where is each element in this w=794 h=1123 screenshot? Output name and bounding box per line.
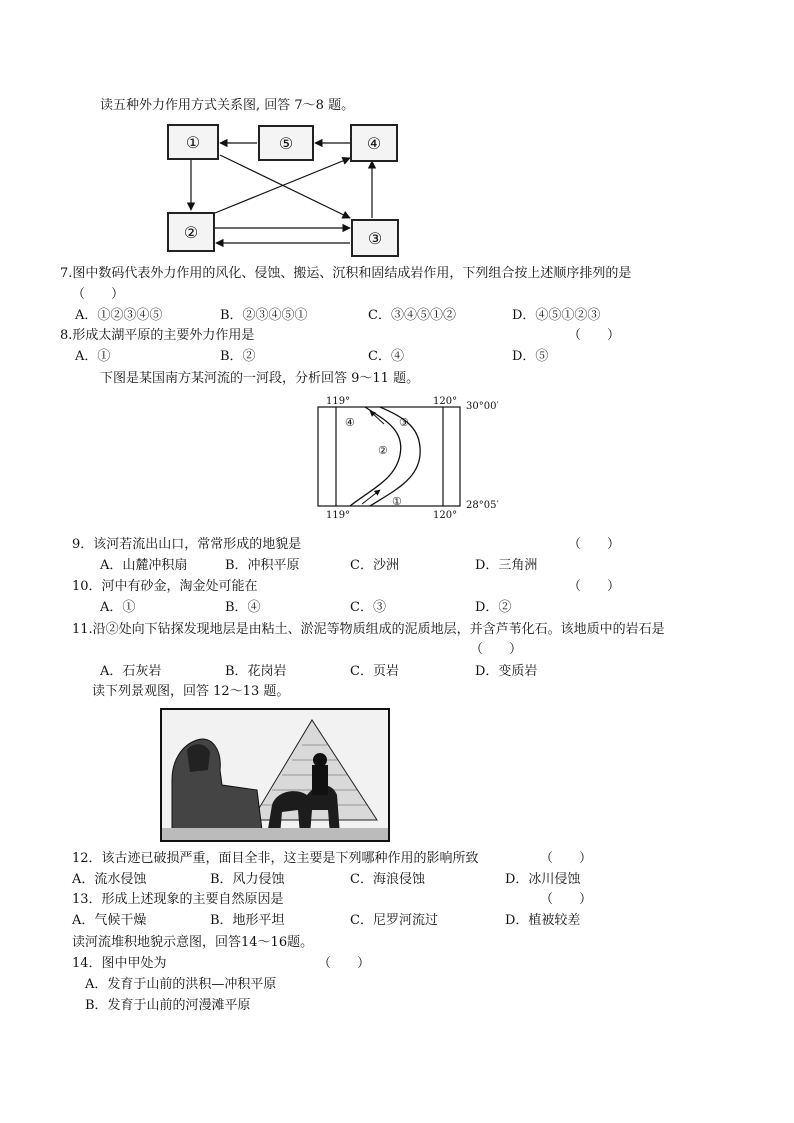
q8-option-c: C．④ [368, 349, 404, 364]
q7-option-c: C．③④⑤①② [368, 308, 456, 323]
lon-left-top: 119° [326, 396, 351, 407]
q13-option-a: A．气候干燥 [72, 913, 147, 928]
q11-paren: （ ） [470, 642, 523, 657]
lon-right-bottom: 120° [433, 510, 458, 521]
q9-option-d: D．三角洲 [475, 558, 538, 573]
q10-option-a: A．① [100, 600, 136, 615]
q8-option-b: B．② [220, 349, 256, 364]
q8-stem: 8.形成太湖平原的主要外力作用是 [60, 328, 255, 343]
map-point-3: ③ [399, 416, 409, 429]
q9-option-b: B．冲积平原 [225, 558, 300, 573]
q8-paren: （ ） [568, 328, 621, 343]
map-point-1: ① [392, 495, 402, 508]
box-4: ④ [350, 124, 398, 162]
q7-option-a: A．①②③④⑤ [75, 308, 163, 323]
sphinx-pyramid-drawing [162, 710, 390, 842]
q14-option-b: B．发育于山前的河漫滩平原 [85, 998, 251, 1013]
q7-option-b: B．②③④⑤① [220, 308, 308, 323]
box-3: ③ [351, 219, 399, 257]
intro-9-11: 下图是某国南方某河流的一河段，分析回答 9～11 题。 [100, 371, 420, 386]
q10-paren: （ ） [568, 579, 621, 594]
q12-option-b: B．风力侵蚀 [210, 872, 285, 887]
lat-bottom: 28°05′ [466, 500, 499, 511]
q14-option-a: A．发育于山前的洪积—冲积平原 [85, 977, 277, 992]
lon-right-top: 120° [433, 396, 458, 407]
q11-option-c: C．页岩 [350, 664, 399, 679]
map-point-2: ② [378, 444, 388, 457]
q13-paren: （ ） [540, 892, 593, 907]
q11-option-b: B．花岗岩 [225, 664, 287, 679]
q9-option-c: C．沙洲 [350, 558, 399, 573]
q10-option-d: D．② [475, 600, 512, 615]
q12-stem: 12．该古迹已破损严重，面目全非，这主要是下列哪种作用的影响所致 [72, 851, 479, 866]
lat-top: 30°00′ [466, 401, 499, 412]
intro-14-16: 读河流堆积地貌示意图，回答14～16题。 [72, 935, 314, 950]
box-2: ② [167, 212, 215, 252]
q14-paren: （ ） [318, 956, 371, 971]
q13-stem: 13．形成上述现象的主要自然原因是 [72, 892, 284, 907]
map-point-4: ④ [345, 416, 355, 429]
q7-paren: （ ） [72, 287, 125, 302]
q7-option-d: D．④⑤①②③ [512, 308, 601, 323]
q10-stem: 10．河中有砂金，淘金处可能在 [72, 579, 258, 594]
box-1: ① [167, 124, 219, 160]
q12-option-d: D．冰川侵蚀 [505, 872, 581, 887]
q9-stem: 9．该河若流出山口，常常形成的地貌是 [72, 537, 302, 552]
q14-stem: 14．图中甲处为 [72, 956, 167, 971]
q13-option-d: D．植被较差 [505, 913, 581, 928]
sphinx-pyramid-photo [160, 708, 390, 842]
q8-option-d: D．⑤ [512, 349, 549, 364]
q9-paren: （ ） [568, 537, 621, 552]
q11-stem: 11.沿②处向下钻探发现地层是由粘土、淤泥等物质组成的泥质地层，并含芦苇化石。该地质中的岩石是 [72, 622, 665, 637]
q9-option-a: A．山麓冲积扇 [100, 558, 188, 573]
q8-option-a: A．① [75, 349, 111, 364]
box-5: ⑤ [258, 125, 314, 161]
q7-stem: 7.图中数码代表外力作用的风化、侵蚀、搬运、沉积和固结成岩作用，下列组合按上述顺序排列的是 [60, 266, 632, 281]
q10-option-b: B．④ [225, 600, 261, 615]
intro-12-13: 读下列景观图，回答 12～13 题。 [92, 684, 290, 699]
q11-option-a: A．石灰岩 [100, 664, 162, 679]
q11-option-d: D．变质岩 [475, 664, 538, 679]
q13-option-b: B．地形平坦 [210, 913, 285, 928]
q12-option-c: C．海浪侵蚀 [350, 872, 425, 887]
q12-paren: （ ） [540, 851, 593, 866]
lon-left-bottom: 119° [326, 510, 351, 521]
q10-option-c: C．③ [350, 600, 386, 615]
q12-option-a: A．流水侵蚀 [72, 872, 147, 887]
q13-option-c: C．尼罗河流过 [350, 913, 438, 928]
intro-7-8: 读五种外力作用方式关系图, 回答 7～8 题。 [100, 98, 355, 113]
